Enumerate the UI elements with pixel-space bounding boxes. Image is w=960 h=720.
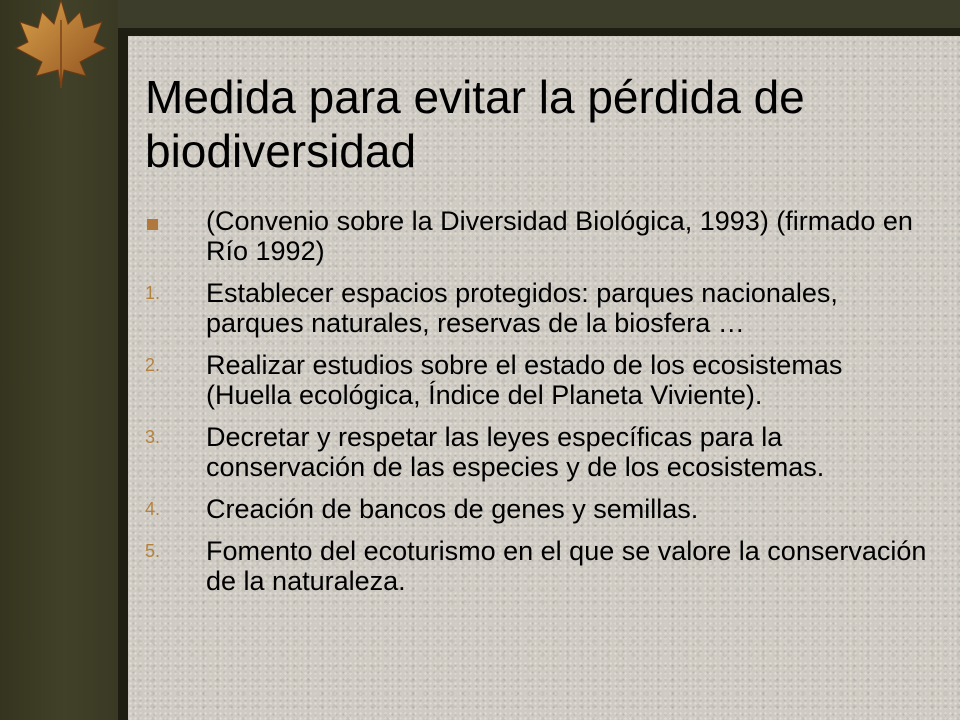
list-item [145, 350, 935, 410]
list-item-text: Fomento del ecoturismo en el que se valore la conservación de la naturaleza. [206, 536, 927, 596]
list-item-number: 3. [145, 427, 161, 447]
maple-leaf-icon [6, 0, 116, 90]
slide-content [145, 206, 935, 608]
square-bullet-icon [147, 219, 158, 230]
intro-text: (Convenio sobre la Diversidad Biológica, 1993) (firmado en Río 1992) [206, 206, 913, 266]
left-background-band [0, 0, 118, 720]
list-item-text: Establecer espacios protegidos: parques nacionales, parques naturales, reservas de la biosfera … [206, 278, 838, 338]
list-item-number: 1. [145, 283, 161, 303]
list-item-text: Decretar y respetar las leyes específicas para la conservación de las especies y de los ecosistemas. [206, 422, 825, 482]
list-item [145, 422, 935, 482]
list-item-text: Creación de bancos de genes y semillas. [206, 494, 699, 524]
list-item-text: Realizar estudios sobre el estado de los ecosistemas (Huella ecológica, Índice del Planeta Viviente). [206, 350, 843, 410]
intro-bullet [145, 206, 935, 266]
list-item [145, 278, 935, 338]
list-item-number: 2. [145, 355, 161, 375]
list-item-number: 5. [145, 541, 161, 561]
list-item [145, 536, 935, 596]
list-item-number: 4. [145, 499, 161, 519]
list-item [145, 494, 935, 524]
slide-title: Medida para evitar la pérdida de biodiversidad [145, 71, 805, 177]
